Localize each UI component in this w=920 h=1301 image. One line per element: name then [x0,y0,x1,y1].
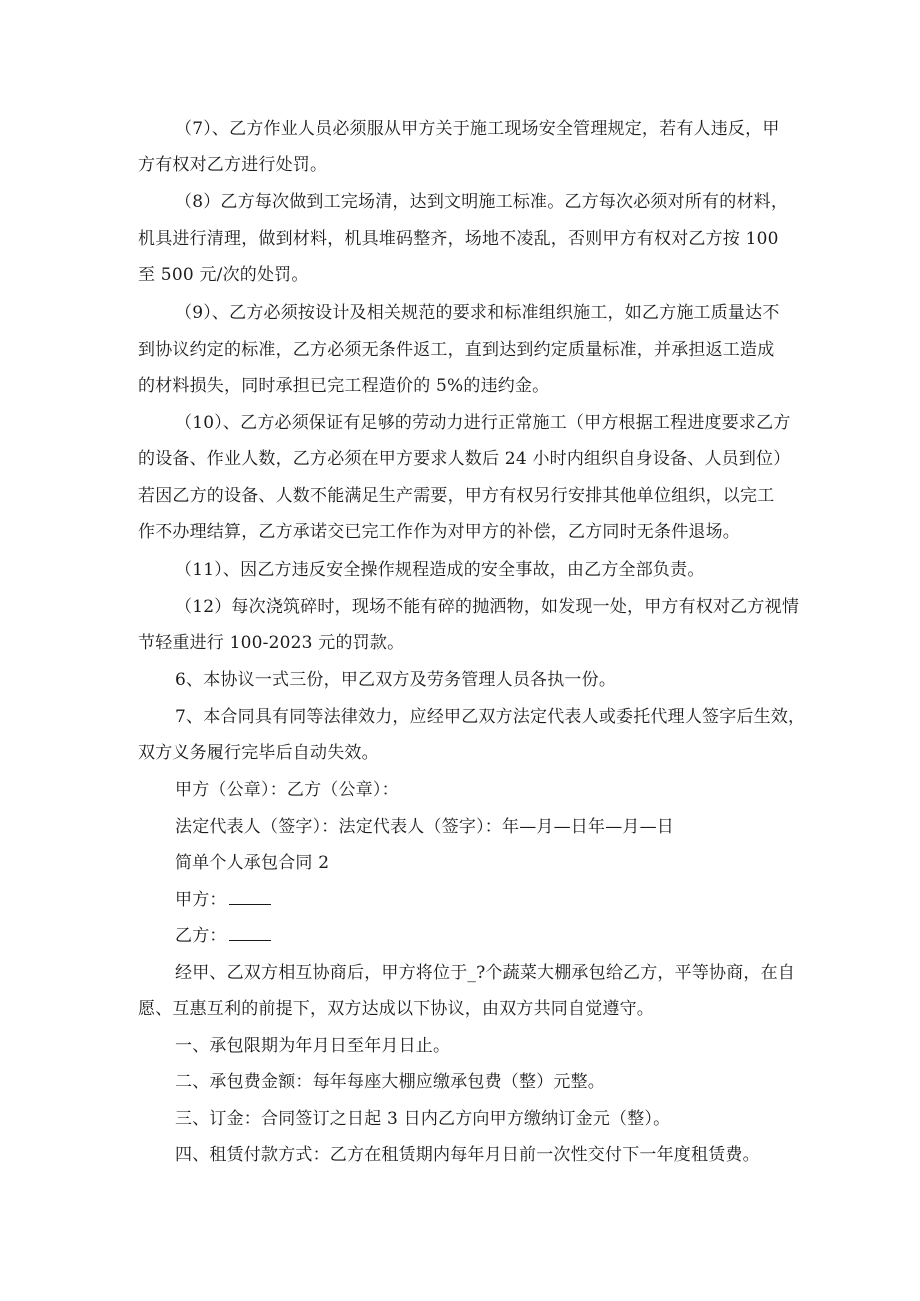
text-line: （12）每次浇筑碎时，现场不能有碎的抛洒物，如发现一处，甲方有权对乙方视情 [175,597,800,617]
text-line: 一、承包限期为年月日至年月日止。 [175,1036,451,1056]
text-line: 机具进行清理，做到材料，机具堆码整齐，场地不凌乱，否则甲方有权对乙方按 100 [138,229,779,249]
party-b-blank [229,926,271,941]
signature-representative-line: 法定代表人（签字）：法定代表人（签字）：年—月—日年—月—日 [175,817,674,837]
text-line: （8）乙方每次做到工完场清，达到文明施工标准。乙方每次必须对所有的材料， [175,192,789,212]
text-line: 若因乙方的设备、人数不能满足生产需要，甲方有权另行安排其他单位组织，以完工 [138,486,775,506]
text-line: （11）、因乙方违反安全操作规程造成的安全事故，由乙方全部负责。 [175,560,705,580]
text-line: 至 500 元/次的处罚。 [138,265,309,285]
text-line: （9）、乙方必须按设计及相关规范的要求和标准组织施工，如乙方施工质量达不 [175,303,780,323]
party-a-blank [229,890,271,905]
text-line: 二、承包费金额：每年每座大棚应缴承包费（整）元整。 [175,1072,605,1092]
text-line: 作不办理结算，乙方承诺交已完工作作为对甲方的补偿，乙方同时无条件退场。 [138,522,740,542]
text-line: 6、本协议一式三份，甲乙双方及劳务管理人员各执一份。 [175,670,617,690]
text-line: 的设备、作业人数，乙方必须在甲方要求人数后 24 小时内组织自身设备、人员到位） [138,449,791,469]
party-b-line [175,925,271,947]
party-a-line [175,889,271,911]
text-line: 愿、互惠互利的前提下，双方达成以下协议，由双方共同自觉遵守。 [138,999,654,1019]
text-line: 三、订金：合同签订之日起 3 日内乙方向甲方缴纳订金元（整）。 [175,1109,671,1129]
text-line: 到协议约定的标准，乙方必须无条件返工，直到达到约定质量标准，并承担返工造成 [138,340,775,360]
section-title: 简单个人承包合同 2 [175,853,330,873]
signature-party-line: 甲方（公章）：乙方（公章）： [175,780,399,800]
text-line: 四、租赁付款方式：乙方在租赁期内每年月日前一次性交付下一年度租赁费。 [175,1145,760,1165]
party-a-label: 甲方： [175,890,227,910]
text-line: 方有权对乙方进行处罚。 [138,155,328,175]
text-line: 经甲、乙双方相互协商后，甲方将位于_?个蔬菜大棚承包给乙方，平等协商，在自 [175,963,796,983]
party-b-label: 乙方： [175,926,227,946]
text-line: 7、本合同具有同等法律效力，应经甲乙双方法定代表人或委托代理人签字后生效， [175,707,806,727]
text-line: （10）、乙方必须保证有足够的劳动力进行正常施工（甲方根据工程进度要求乙方 [175,413,791,433]
text-line: 的材料损失，同时承担已完工程造价的 5%的违约金。 [138,376,550,396]
text-line: （7）、乙方作业人员必须服从甲方关于施工现场安全管理规定，若有人违反，甲 [175,119,780,139]
text-line: 双方义务履行完毕后自动失效。 [138,743,379,763]
text-line: 节轻重进行 100-2023 元的罚款。 [138,633,405,653]
